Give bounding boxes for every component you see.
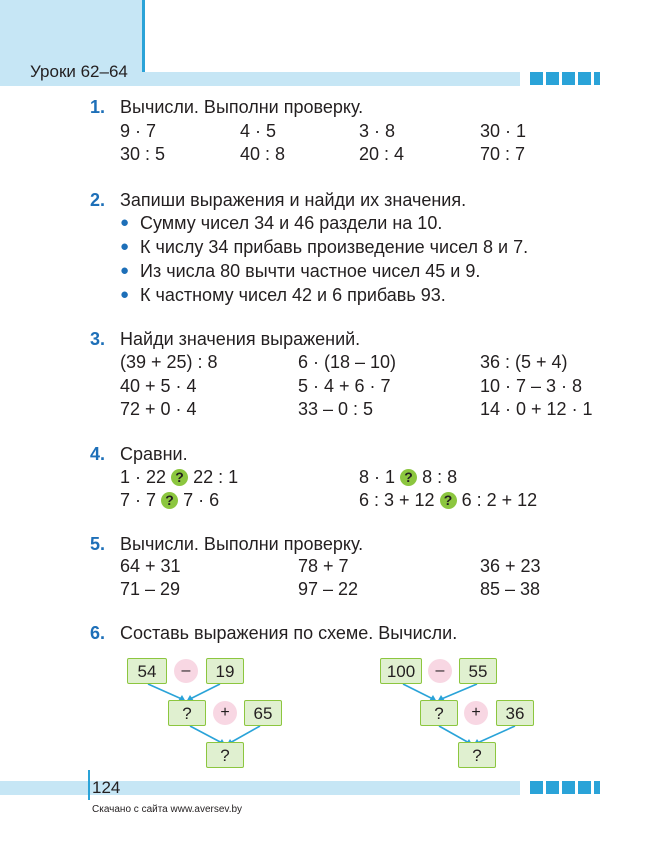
header-square [594, 72, 600, 85]
task-3-expr: 33 – 0 : 5 [298, 399, 374, 419]
bullet-icon: ● [120, 286, 130, 303]
scheme-1-operator: – [174, 659, 198, 683]
scheme-1-operand: 19 [206, 658, 244, 684]
task-1-expr: 4 · 5 [240, 121, 277, 141]
header-square [530, 72, 543, 85]
task-2-item: Сумму чисел 34 и 46 раздели на 10. [140, 213, 443, 233]
comparison-right: 22 : 1 [193, 467, 239, 487]
task-5-expr: 78 + 7 [298, 556, 349, 576]
comparison [120, 489, 219, 511]
task-5-expr: 97 – 22 [298, 579, 359, 599]
task-5-title: Вычисли. Выполни проверку. [120, 534, 364, 554]
comparison [359, 489, 537, 511]
footer-square [530, 781, 543, 794]
task-6-title: Составь выражения по схеме. Вычисли. [120, 623, 458, 643]
task-1-expr: 30 : 5 [120, 144, 166, 164]
task-3-expr: 40 + 5 · 4 [120, 376, 197, 396]
question-mark-icon: ? [171, 469, 188, 486]
task-3-expr: (39 + 25) : 8 [120, 352, 218, 372]
comparison [120, 466, 238, 488]
task-2-title: Запиши выражения и найди их значения. [120, 190, 467, 210]
question-mark-icon: ? [161, 492, 178, 509]
task-2-number: 2. [90, 190, 106, 210]
scheme-2-operand: 100 [380, 658, 422, 684]
question-mark-icon: ? [440, 492, 457, 509]
header-square [546, 72, 559, 85]
task-1-expr: 30 · 1 [480, 121, 527, 141]
task-3-expr: 14 · 0 + 12 · 1 [480, 399, 593, 419]
task-1-expr: 3 · 8 [359, 121, 396, 141]
footer-square [562, 781, 575, 794]
scheme-2-operand: 36 [496, 700, 534, 726]
scheme-2-result: ? [458, 742, 496, 768]
scheme-1-operand: 65 [244, 700, 282, 726]
footer-bar [0, 781, 520, 795]
task-3-expr: 10 · 7 – 3 · 8 [480, 376, 583, 396]
scheme-1-result: ? [206, 742, 244, 768]
scheme-1-intermediate: ? [168, 700, 206, 726]
task-3-title: Найди значения выражений. [120, 329, 361, 349]
task-1-expr: 40 : 8 [240, 144, 286, 164]
footer-rule [88, 770, 90, 800]
task-5-expr: 64 + 31 [120, 556, 181, 576]
task-1-expr: 20 : 4 [359, 144, 405, 164]
header-square [562, 72, 575, 85]
task-1-expr: 9 · 7 [120, 121, 157, 141]
scheme-2-intermediate: ? [420, 700, 458, 726]
comparison [359, 466, 457, 488]
bullet-icon: ● [120, 214, 130, 231]
bullet-icon: ● [120, 262, 130, 279]
footer-square [546, 781, 559, 794]
task-3-expr: 36 : (5 + 4) [480, 352, 568, 372]
scheme-2-operator: – [428, 659, 452, 683]
task-2-item: К частному чисел 42 и 6 прибавь 93. [140, 285, 446, 305]
comparison-left: 6 : 3 + 12 [359, 490, 435, 510]
page-number: 124 [92, 778, 121, 797]
footer-square [578, 781, 591, 794]
task-5-expr: 71 – 29 [120, 579, 181, 599]
task-1-title: Вычисли. Выполни проверку. [120, 97, 364, 117]
task-1-expr: 70 : 7 [480, 144, 526, 164]
question-mark-icon: ? [400, 469, 417, 486]
task-5-expr: 85 – 38 [480, 579, 541, 599]
task-3-expr: 5 · 4 + 6 · 7 [298, 376, 391, 396]
comparison-left: 1 · 22 [120, 467, 167, 487]
task-6-number: 6. [90, 623, 106, 643]
task-3-expr: 72 + 0 · 4 [120, 399, 197, 419]
comparison-right: 7 · 6 [183, 490, 220, 510]
comparison-right: 8 : 8 [422, 467, 458, 487]
scheme-2-operand: 55 [459, 658, 497, 684]
comparison-left: 7 · 7 [120, 490, 157, 510]
comparison-left: 8 · 1 [359, 467, 396, 487]
task-5-expr: 36 + 23 [480, 556, 541, 576]
task-4-number: 4. [90, 444, 106, 464]
download-note: Скачано с сайта www.aversev.by [92, 804, 243, 815]
task-2-item: К числу 34 прибавь произведение чисел 8 и 7. [140, 237, 529, 257]
lesson-title: Уроки 62–64 [30, 62, 128, 81]
footer-square [594, 781, 600, 794]
scheme-2-operator: + [464, 701, 488, 725]
task-5-number: 5. [90, 534, 106, 554]
scheme-1-operand: 54 [127, 658, 167, 684]
task-3-expr: 6 · (18 – 10) [298, 352, 397, 372]
comparison-right: 6 : 2 + 12 [461, 490, 538, 510]
task-1-number: 1. [90, 97, 106, 117]
header-square [578, 72, 591, 85]
scheme-1-operator: + [213, 701, 237, 725]
task-2-item: Из числа 80 вычти частное чисел 45 и 9. [140, 261, 481, 281]
task-3-number: 3. [90, 329, 106, 349]
bullet-icon: ● [120, 238, 130, 255]
task-4-title: Сравни. [120, 444, 188, 464]
